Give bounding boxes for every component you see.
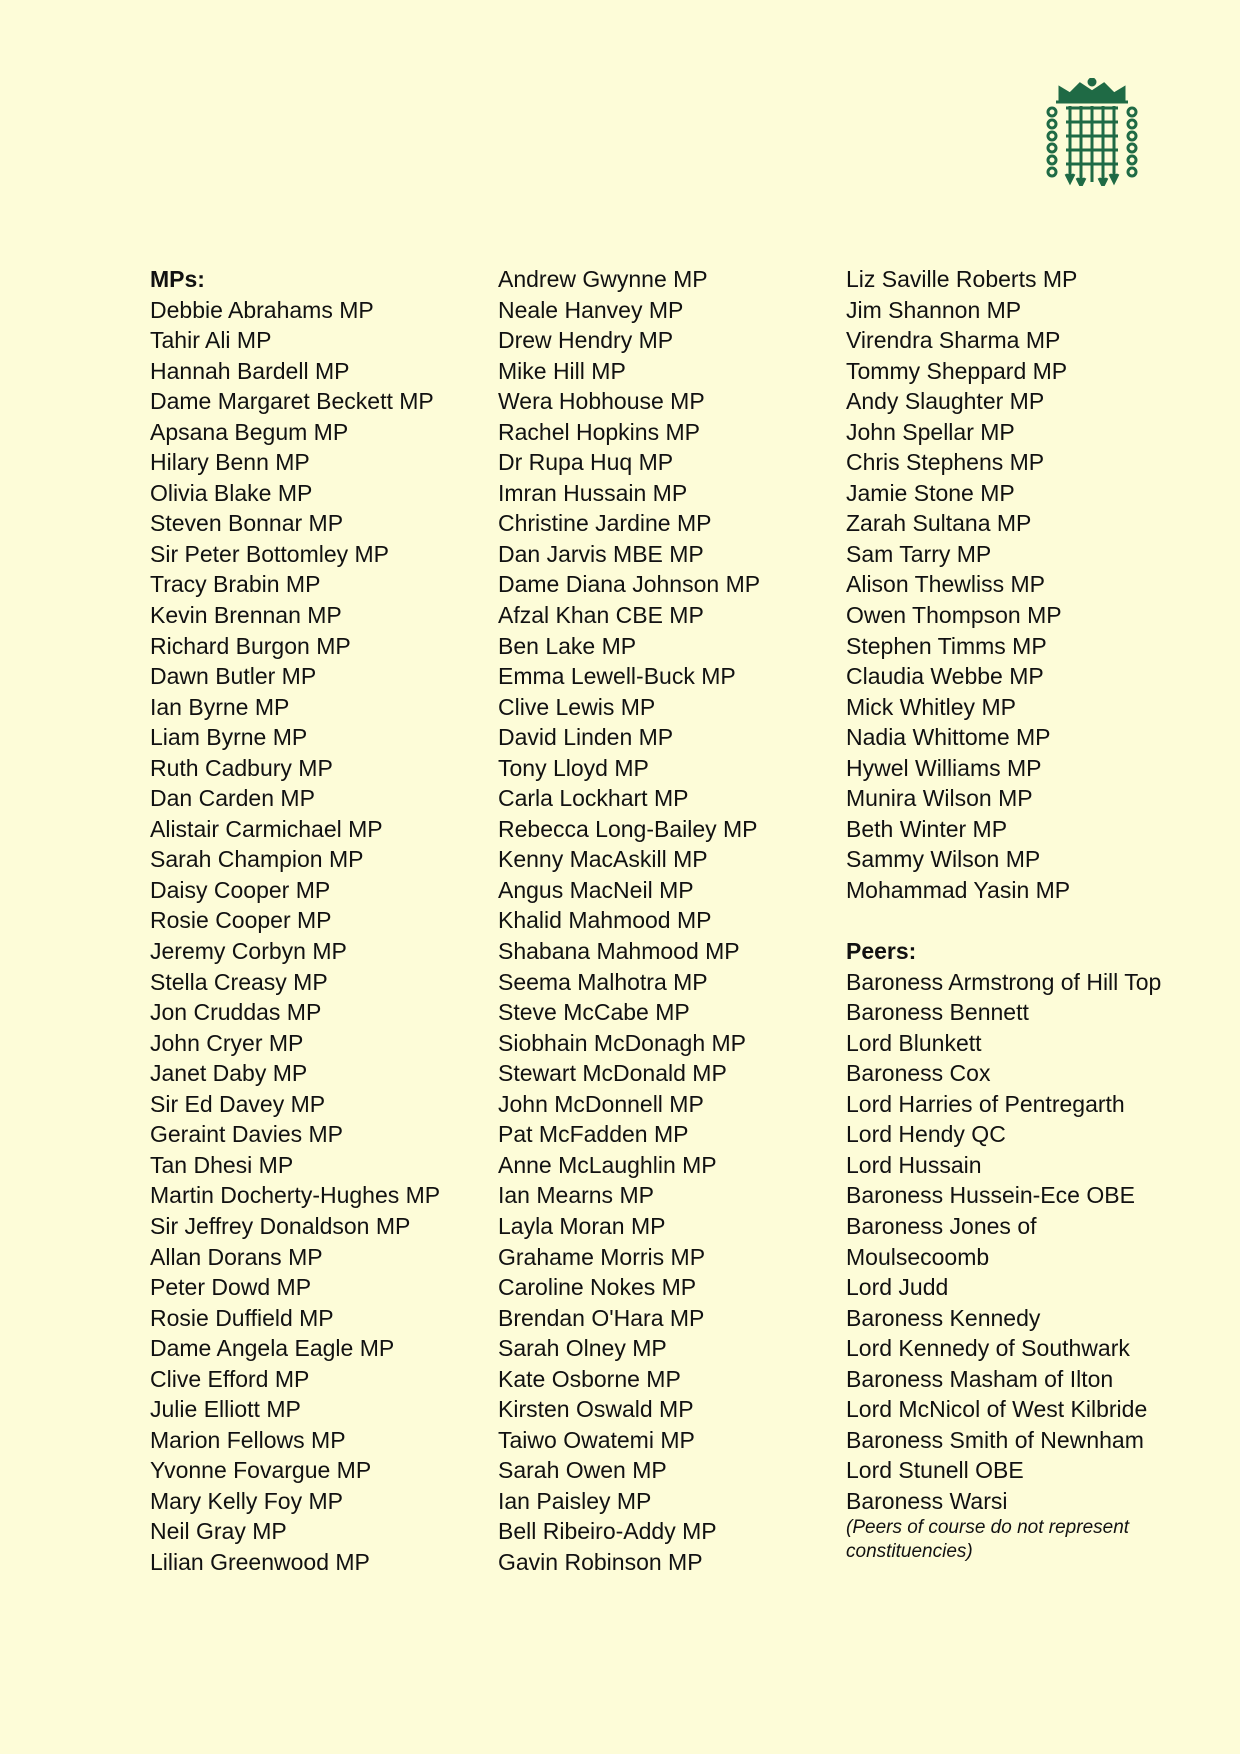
mp-name: Sarah Owen MP bbox=[498, 1457, 667, 1484]
mp-name: Clive Lewis MP bbox=[498, 693, 656, 720]
mp-name: Imran Hussain MP bbox=[498, 479, 688, 506]
peer-name: Lord Judd bbox=[846, 1274, 949, 1301]
mp-name: Stephen Timms MP bbox=[846, 632, 1047, 659]
mp-name: Kate Osborne MP bbox=[498, 1365, 681, 1392]
mp-name: John Cryer MP bbox=[150, 1029, 304, 1056]
mp-name: Janet Daby MP bbox=[150, 1060, 308, 1087]
mp-name: Shabana Mahmood MP bbox=[498, 938, 740, 965]
mp-name: Nadia Whittome MP bbox=[846, 724, 1051, 751]
mp-name: Beth Winter MP bbox=[846, 815, 1008, 842]
mp-name: Tracy Brabin MP bbox=[150, 571, 321, 598]
portcullis-icon bbox=[1046, 78, 1138, 186]
peer-name: Lord Harries of Pentregarth bbox=[846, 1090, 1125, 1117]
mp-name: Drew Hendry MP bbox=[498, 327, 674, 354]
peer-name: Baroness Smith of Newnham bbox=[846, 1426, 1144, 1453]
mp-name: Rosie Duffield MP bbox=[150, 1304, 334, 1331]
mp-name: Steven Bonnar MP bbox=[150, 510, 344, 537]
mp-name: Jeremy Corbyn MP bbox=[150, 938, 347, 965]
mp-name: Tommy Sheppard MP bbox=[846, 357, 1068, 384]
mp-name: Neale Hanvey MP bbox=[498, 296, 684, 323]
mp-name: Dame Angela Eagle MP bbox=[150, 1335, 395, 1362]
mp-name: Gavin Robinson MP bbox=[498, 1548, 703, 1575]
mp-name: David Linden MP bbox=[498, 724, 674, 751]
mp-name: Peter Dowd MP bbox=[150, 1274, 312, 1301]
mp-name: Ian Mearns MP bbox=[498, 1182, 654, 1209]
mp-name: Siobhain McDonagh MP bbox=[498, 1029, 747, 1056]
mp-name: Chris Stephens MP bbox=[846, 449, 1045, 476]
mp-name: Kirsten Oswald MP bbox=[498, 1396, 694, 1423]
mp-name: Liam Byrne MP bbox=[150, 724, 308, 751]
peer-name: Baroness Cox bbox=[846, 1060, 991, 1087]
mp-name: Apsana Begum MP bbox=[150, 418, 349, 445]
mp-name: Sir Jeffrey Donaldson MP bbox=[150, 1212, 411, 1239]
mp-name: Yvonne Fovargue MP bbox=[150, 1457, 372, 1484]
mp-name: Ben Lake MP bbox=[498, 632, 637, 659]
mp-name: Allan Dorans MP bbox=[150, 1243, 323, 1270]
mp-name: Emma Lewell-Buck MP bbox=[498, 663, 736, 690]
mp-name: Tony Lloyd MP bbox=[498, 754, 649, 781]
mp-column-3 bbox=[846, 264, 1186, 1564]
mp-name: Grahame Morris MP bbox=[498, 1243, 706, 1270]
mp-name: Dame Diana Johnson MP bbox=[498, 571, 761, 598]
mp-name: Sam Tarry MP bbox=[846, 540, 992, 567]
peer-name: Baroness Armstrong of Hill Top bbox=[846, 968, 1162, 995]
mp-name: Claudia Webbe MP bbox=[846, 663, 1044, 690]
peer-name: Baroness Warsi bbox=[846, 1487, 1008, 1514]
mp-name: Ruth Cadbury MP bbox=[150, 754, 333, 781]
mp-name: Mike Hill MP bbox=[498, 357, 626, 384]
mp-name: Stella Creasy MP bbox=[150, 968, 328, 995]
mp-name: Rebecca Long-Bailey MP bbox=[498, 815, 758, 842]
mp-name: Afzal Khan CBE MP bbox=[498, 602, 704, 629]
mp-name: Jon Cruddas MP bbox=[150, 999, 322, 1026]
peer-name: Baroness Hussein-Ece OBE bbox=[846, 1182, 1135, 1209]
mp-name: Seema Malhotra MP bbox=[498, 968, 708, 995]
mp-name: Julie Elliott MP bbox=[150, 1396, 301, 1423]
mp-name: Dawn Butler MP bbox=[150, 663, 317, 690]
mp-name: Zarah Sultana MP bbox=[846, 510, 1032, 537]
mp-name: Liz Saville Roberts MP bbox=[846, 266, 1078, 292]
peer-name: Lord Kennedy of Southwark bbox=[846, 1335, 1130, 1362]
mp-name: Christine Jardine MP bbox=[498, 510, 712, 537]
mp-name: Ian Byrne MP bbox=[150, 693, 290, 720]
mp-name: Rachel Hopkins MP bbox=[498, 418, 700, 445]
mp-name: Sarah Olney MP bbox=[498, 1335, 667, 1362]
mp-name: Tahir Ali MP bbox=[150, 327, 272, 354]
mp-name: Geraint Davies MP bbox=[150, 1121, 344, 1148]
mp-column-1 bbox=[150, 264, 490, 1578]
mp-name: Owen Thompson MP bbox=[846, 602, 1062, 629]
peer-name: Baroness Jones of Moulsecoomb bbox=[846, 1212, 1037, 1270]
peer-name: Lord Hendy QC bbox=[846, 1121, 1006, 1148]
peer-name: Baroness Bennett bbox=[846, 999, 1029, 1026]
mp-name: Brendan O'Hara MP bbox=[498, 1304, 705, 1331]
mp-name: Bell Ribeiro-Addy MP bbox=[498, 1518, 717, 1545]
peers-heading: Peers: bbox=[846, 938, 917, 965]
mp-name: Layla Moran MP bbox=[498, 1212, 666, 1239]
mp-name: Dr Rupa Huq MP bbox=[498, 449, 674, 476]
mp-name: Stewart McDonald MP bbox=[498, 1060, 727, 1087]
mp-name: Marion Fellows MP bbox=[150, 1426, 346, 1453]
mp-name: Virendra Sharma MP bbox=[846, 327, 1061, 354]
mp-name: John McDonnell MP bbox=[498, 1090, 704, 1117]
mp-name: Dan Jarvis MBE MP bbox=[498, 540, 704, 567]
mp-name: Carla Lockhart MP bbox=[498, 785, 689, 812]
mp-name: John Spellar MP bbox=[846, 418, 1015, 445]
mp-name: Dame Margaret Beckett MP bbox=[150, 388, 434, 415]
mp-name: Sammy Wilson MP bbox=[846, 846, 1041, 873]
mp-name: Daisy Cooper MP bbox=[150, 876, 331, 903]
mp-name: Alison Thewliss MP bbox=[846, 571, 1045, 598]
peers-note: (Peers of course do not represent constituencies) bbox=[846, 1517, 1130, 1563]
mp-name: Steve McCabe MP bbox=[498, 999, 690, 1026]
mp-name: Jim Shannon MP bbox=[846, 296, 1022, 323]
mp-name: Martin Docherty-Hughes MP bbox=[150, 1182, 441, 1209]
mp-name: Sir Peter Bottomley MP bbox=[150, 540, 390, 567]
mp-name: Lilian Greenwood MP bbox=[150, 1548, 370, 1575]
mp-name: Jamie Stone MP bbox=[846, 479, 1015, 506]
mp-name: Caroline Nokes MP bbox=[498, 1274, 697, 1301]
mp-name: Hywel Williams MP bbox=[846, 754, 1042, 781]
mp-name: Dan Carden MP bbox=[150, 785, 315, 812]
mp-name: Anne McLaughlin MP bbox=[498, 1151, 717, 1178]
mps-heading: MPs: bbox=[150, 266, 205, 292]
peer-name: Lord McNicol of West Kilbride bbox=[846, 1396, 1148, 1423]
mp-name: Neil Gray MP bbox=[150, 1518, 287, 1545]
mp-name: Andrew Gwynne MP bbox=[498, 266, 708, 292]
mp-name: Wera Hobhouse MP bbox=[498, 388, 705, 415]
spacer bbox=[846, 905, 1186, 936]
mp-name: Richard Burgon MP bbox=[150, 632, 351, 659]
peer-name: Baroness Kennedy bbox=[846, 1304, 1041, 1331]
peer-name: Lord Stunell OBE bbox=[846, 1457, 1024, 1484]
mp-name: Pat McFadden MP bbox=[498, 1121, 689, 1148]
mp-name: Debbie Abrahams MP bbox=[150, 296, 374, 323]
mp-name: Hannah Bardell MP bbox=[150, 357, 350, 384]
peer-name: Lord Blunkett bbox=[846, 1029, 982, 1056]
mp-name: Ian Paisley MP bbox=[498, 1487, 652, 1514]
mp-name: Mohammad Yasin MP bbox=[846, 876, 1071, 903]
mp-name: Alistair Carmichael MP bbox=[150, 815, 383, 842]
mp-name: Mary Kelly Foy MP bbox=[150, 1487, 343, 1514]
mp-name: Angus MacNeil MP bbox=[498, 876, 694, 903]
mp-name: Hilary Benn MP bbox=[150, 449, 310, 476]
mp-name: Rosie Cooper MP bbox=[150, 907, 332, 934]
mp-name: Mick Whitley MP bbox=[846, 693, 1016, 720]
mp-name: Khalid Mahmood MP bbox=[498, 907, 712, 934]
mp-name: Tan Dhesi MP bbox=[150, 1151, 294, 1178]
mp-name: Sir Ed Davey MP bbox=[150, 1090, 326, 1117]
mp-column-2 bbox=[498, 264, 838, 1578]
peer-name: Lord Hussain bbox=[846, 1151, 982, 1178]
mp-name: Kenny MacAskill MP bbox=[498, 846, 708, 873]
mp-name: Taiwo Owatemi MP bbox=[498, 1426, 695, 1453]
mp-name: Clive Efford MP bbox=[150, 1365, 310, 1392]
mp-name: Andy Slaughter MP bbox=[846, 388, 1045, 415]
mp-name: Olivia Blake MP bbox=[150, 479, 313, 506]
peer-name: Baroness Masham of Ilton bbox=[846, 1365, 1114, 1392]
mp-name: Munira Wilson MP bbox=[846, 785, 1033, 812]
mp-name: Kevin Brennan MP bbox=[150, 602, 342, 629]
mp-name: Sarah Champion MP bbox=[150, 846, 364, 873]
